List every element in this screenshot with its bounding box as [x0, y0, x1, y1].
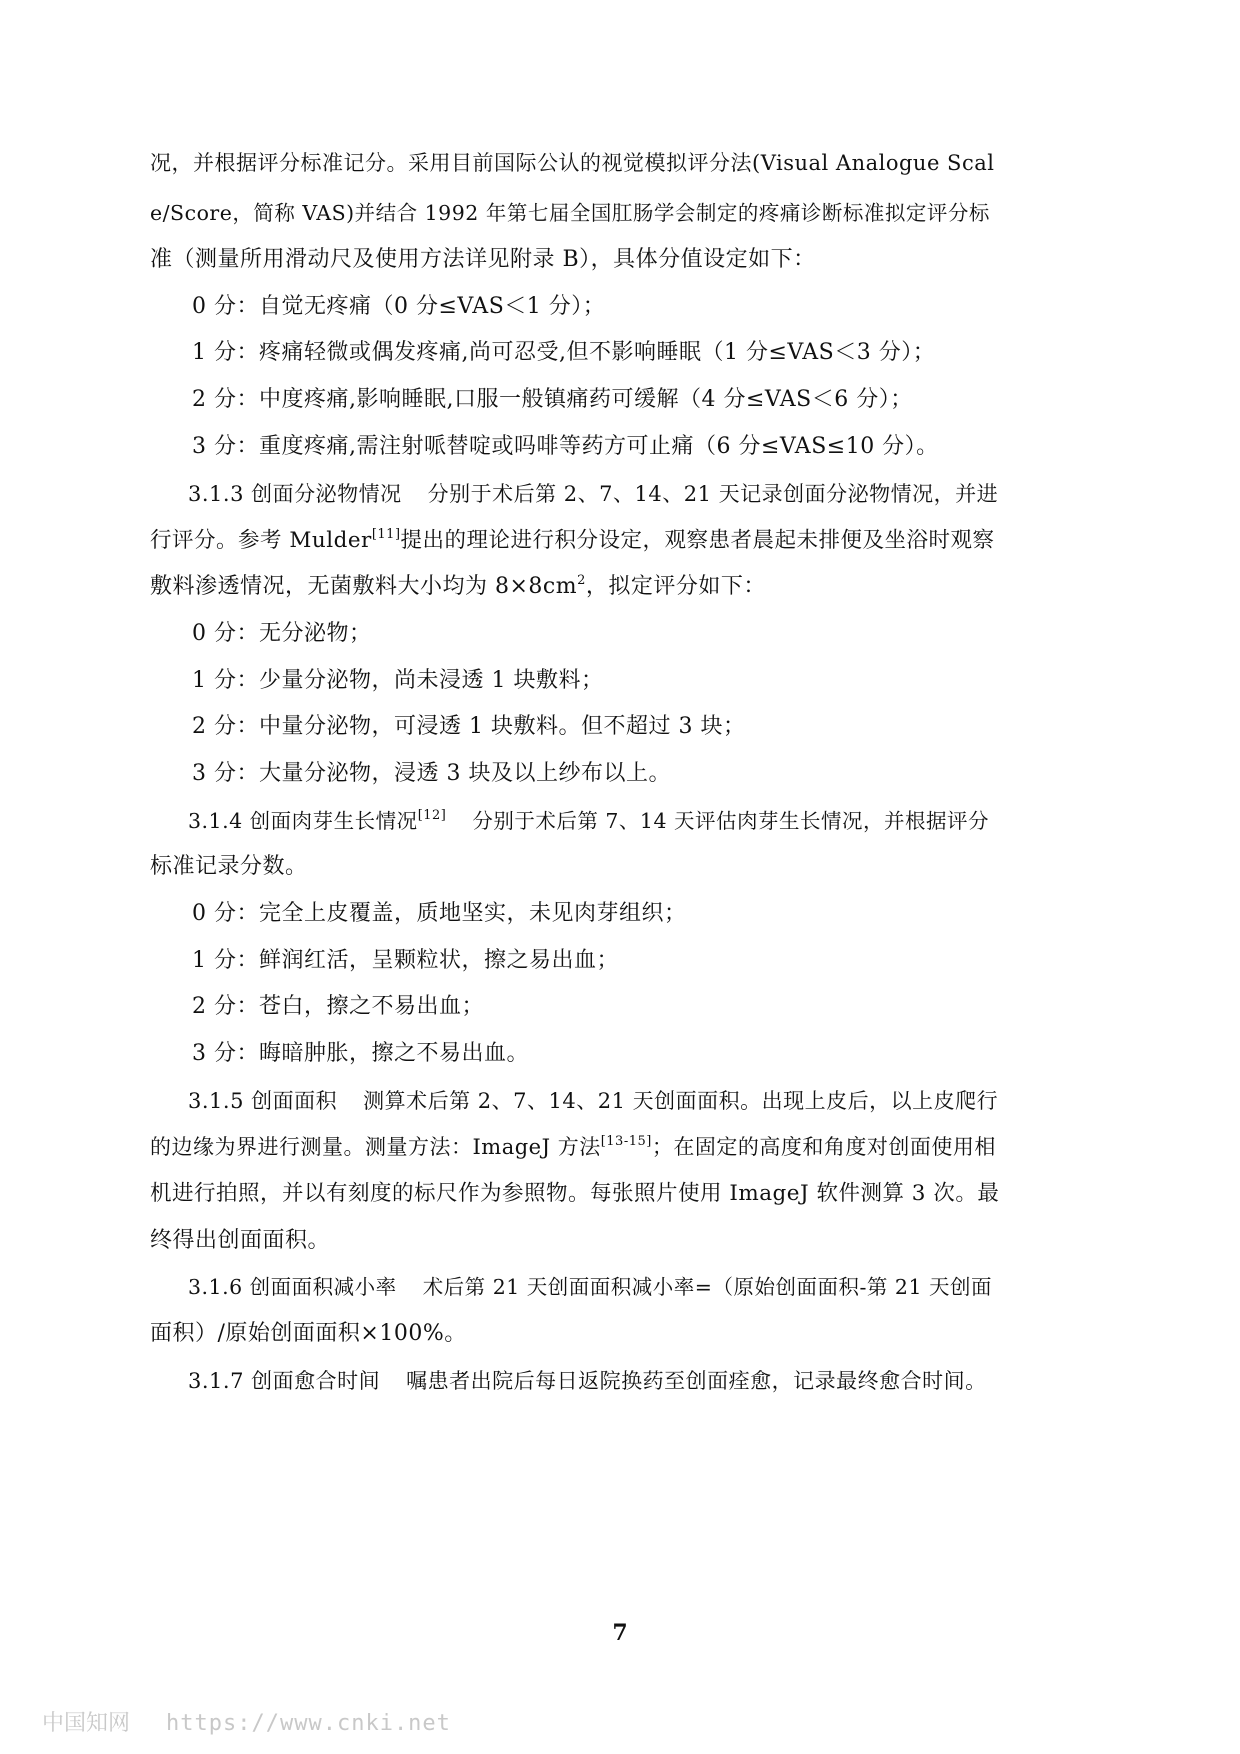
section-heading [188, 809, 446, 833]
section-heading: 3.1.6 创面面积减小率 [188, 1275, 397, 1299]
score-item: 2 分：中度疼痛,影响睡眠,口服一般镇痛药可缓解（4 分≤VAS＜6 分）； [192, 387, 913, 412]
citation-ref: [13-15] [600, 1134, 652, 1149]
paragraph-line: 面积）/原始创面面积×100%。 [150, 1321, 467, 1346]
paragraph-line: 标准记录分数。 [150, 854, 308, 879]
section-3-1-7-line [188, 1366, 987, 1396]
section-heading: 3.1.3 创面分泌物情况 [188, 482, 402, 506]
heading-text: 3.1.4 创面肉芽生长情况 [188, 809, 418, 833]
section-3-1-3-line [188, 479, 998, 509]
paragraph-line [150, 572, 766, 602]
paragraph-line [150, 526, 995, 556]
score-item: 3 分：重度疼痛,需注射哌替啶或吗啡等药方可止痛（6 分≤VAS≤10 分）。 [192, 434, 939, 459]
paragraph-line: 终得出创面面积。 [150, 1228, 331, 1253]
section-text: 分别于术后第 2、7、14、21 天记录创面分泌物情况，并进 [427, 482, 999, 506]
paragraph-line: 况，并根据评分标准记分。采用目前国际公认的视觉模拟评分法(Visual Analogue Scal [150, 151, 995, 175]
score-item: 1 分：少量分泌物，尚未浸透 1 块敷料； [192, 668, 604, 693]
text-span: 敷料渗透情况，无菌敷料大小均为 8×8cm [150, 574, 578, 599]
score-item: 0 分：完全上皮覆盖，质地坚实，未见肉芽组织； [192, 901, 687, 926]
score-item: 2 分：中量分泌物，可浸透 1 块敷料。但不超过 3 块； [192, 714, 746, 739]
section-text: 术后第 21 天创面面积减小率=（原始创面面积-第 21 天创面 [422, 1275, 993, 1299]
section-text: 分别于术后第 7、14 天评估肉芽生长情况，并根据评分 [472, 809, 990, 833]
text-span: ，拟定评分如下： [585, 574, 766, 599]
score-item: 0 分：自觉无疼痛（0 分≤VAS＜1 分）； [192, 294, 606, 319]
score-item: 2 分：苍白，擦之不易出血； [192, 994, 484, 1019]
text-span: ；在固定的高度和角度对创面使用相 [651, 1135, 996, 1159]
section-text: 嘱患者出院后每日返院换药至创面痊愈，记录最终愈合时间。 [406, 1369, 987, 1393]
section-text: 测算术后第 2、7、14、21 天创面面积。出现上皮后，以上皮爬行 [363, 1089, 999, 1113]
watermark-url: https://www.cnki.net [166, 1711, 451, 1736]
text-span: 的边缘为界进行测量。测量方法：ImageJ 方法 [150, 1135, 601, 1159]
watermark-brand: 中国知网 [42, 1711, 131, 1736]
paragraph-line: 准（测量所用滑动尺及使用方法详见附录 B），具体分值设定如下： [150, 247, 816, 272]
citation-ref: [12] [417, 808, 447, 823]
watermark [42, 1706, 451, 1737]
page-number: 7 [612, 1620, 628, 1646]
paragraph-line: 机进行拍照，并以有刻度的标尺作为参照物。每张照片使用 ImageJ 软件测算 3 次。最 [150, 1181, 1000, 1206]
section-3-1-6-line [188, 1272, 992, 1302]
score-item: 1 分：鲜润红活，呈颗粒状，擦之易出血； [192, 948, 619, 973]
citation-ref: [11] [371, 527, 401, 542]
text-span: 行评分。参考 Mulder [150, 528, 372, 553]
score-item: 3 分：晦暗肿胀，擦之不易出血。 [192, 1041, 529, 1066]
section-3-1-5-line [188, 1086, 998, 1116]
section-3-1-4-line [188, 806, 989, 836]
superscript: 2 [577, 573, 586, 588]
score-item: 0 分：无分泌物； [192, 621, 372, 646]
paragraph-line [150, 1132, 996, 1162]
section-heading: 3.1.7 创面愈合时间 [188, 1369, 381, 1393]
paragraph-line: e/Score，简称 VAS)并结合 1992 年第七届全国肛肠学会制定的疼痛诊断标准拟定评分标 [150, 201, 990, 225]
text-span: 提出的理论进行积分设定，观察患者晨起未排便及坐浴时观察 [400, 528, 995, 553]
score-item: 1 分：疼痛轻微或偶发疼痛,尚可忍受,但不影响睡眠（1 分≤VAS＜3 分）； [192, 340, 936, 365]
score-item: 3 分：大量分泌物，浸透 3 块及以上纱布以上。 [192, 761, 671, 786]
section-heading: 3.1.5 创面面积 [188, 1089, 338, 1113]
